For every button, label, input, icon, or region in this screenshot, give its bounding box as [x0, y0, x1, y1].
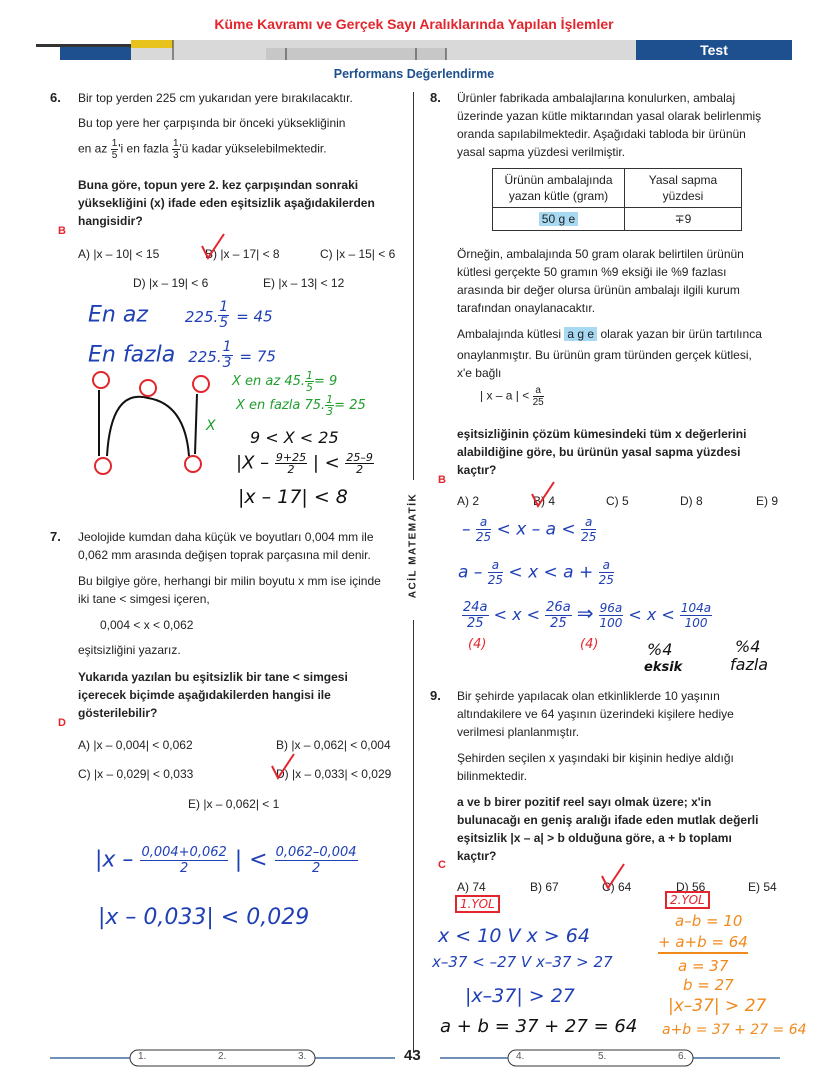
q6-hand-line1: En az 225. $\frac{1}{5}$ = 45: [88, 299, 273, 331]
page-title: Küme Kavramı ve Gerçek Sayı Aralıklarında Yapılan İşlemler: [214, 16, 614, 32]
footer-right-4: 4.: [516, 1051, 525, 1062]
q9-hand-o4: b = 27: [683, 976, 734, 994]
q9-option-e[interactable]: E) 54: [748, 880, 777, 894]
q6-bold3: hangisidir?: [78, 214, 143, 228]
q9-hand-h3: |x–37| > 27: [465, 985, 575, 1007]
q7-line3: Bu bilgiye göre, herhangi bir milin boyutu x mm ise içinde: [78, 574, 381, 588]
q7-option-d[interactable]: D) |x – 0,033| < 0,029: [276, 767, 392, 781]
q8-hand-mark2: (4): [580, 637, 599, 652]
q9-answer-key: C: [438, 859, 446, 871]
q8-hand-fazla: fazla: [730, 655, 769, 674]
q9-hand-yol1: 1.YOL: [455, 895, 500, 913]
footer-left-1: 1.: [138, 1051, 147, 1062]
footer-left-3: 3.: [298, 1051, 307, 1062]
q9-line2: altındakilere ve 64 yaşının üzerindeki kişilere hediye: [457, 707, 734, 721]
q9-option-c[interactable]: C) 64: [602, 880, 632, 894]
table-header-mass: Ürünün ambalajında yazan kütle (gram): [493, 169, 625, 208]
q8-p5: Ambalajında kütlesi a g e olarak yazan bir ürün tartılınca: [457, 327, 762, 341]
q6-text-en-az: en az: [78, 141, 108, 156]
q9-hand-yol2: 2.YOL: [665, 891, 710, 909]
q7-option-c[interactable]: C) |x – 0,029| < 0,033: [78, 767, 194, 781]
q6-line1: Bir top yerden 225 cm yukarıdan yere bırakılacaktır.: [78, 91, 353, 105]
q8-hand-percent1: %4: [647, 640, 673, 659]
q7-option-b[interactable]: B) |x – 0,062| < 0,004: [276, 738, 391, 752]
q7-line4: iki tane < simgesi içeren,: [78, 592, 210, 606]
q6-text-yukselebilir: 'ü kadar yükselebilmektedir.: [179, 141, 327, 156]
footer-right-6: 6.: [678, 1051, 687, 1062]
q6-hand-b3: |x – 17| < 8: [238, 486, 348, 508]
q8-bold1: eşitsizliğinin çözüm kümesindeki tüm x değerlerini: [457, 427, 747, 441]
table-row: [493, 208, 742, 231]
q6-number: 6.: [50, 90, 61, 105]
q8-number: 8.: [430, 90, 441, 105]
q8-hand-line2: a – $\frac{a}{25}$ < x < a + $\frac{a}{25}$: [458, 558, 614, 587]
q6-bounce-diagram: [85, 368, 215, 480]
q6-option-d[interactable]: D) |x – 19| < 6: [133, 276, 209, 290]
q9-hand-o1: a–b = 10: [675, 912, 743, 930]
q7-hand-line1: |x – $\frac{0,004+0,062}{2}$ | < $\frac{0,062-0,004}{2}$: [95, 845, 357, 876]
q8-line1: Ürünler fabrikada ambalajlarına konulurken, ambalaj: [457, 91, 736, 105]
q7-line1: Jeolojide kumdan daha küçük ve boyutları 0,004 mm ile: [78, 530, 374, 544]
q8-line3: oranda sapılabilmektedir. Aşağıdaki tabloda bir ürünün: [457, 127, 746, 141]
q8-p1: Örneğin, ambalajında 50 gram olarak belirtilen ürünün: [457, 247, 744, 261]
q9-hand-o2: + a+b = 64: [658, 933, 748, 954]
q6-bold2: yüksekliğini (x) ifade eden eşitsizlik aşağıdakilerden: [78, 196, 375, 210]
q9-bold4: kaçtır?: [457, 849, 497, 863]
q7-bold3: gösterilebilir?: [78, 706, 158, 720]
q9-line1: Bir şehirde yapılacak olan etkinliklerde 10 yaşının: [457, 689, 720, 703]
q8-line2: üzerinde yazan kütle miktarından yasal olarak belirlenmiş: [457, 109, 762, 123]
q6-checkmark: [198, 232, 228, 262]
q6-bold1: Buna göre, topun yere 2. kez çarpışından sonraki: [78, 178, 359, 192]
q6-option-a[interactable]: A) |x – 10| < 15: [78, 247, 160, 261]
q9-option-b[interactable]: B) 67: [530, 880, 559, 894]
q8-p2: kütlesi gerçekte 50 gramın %9 eksiği ile %9 fazlası: [457, 265, 727, 279]
table-cell-mass: 50 g e: [493, 208, 625, 231]
q8-p7: x'e bağlı: [457, 366, 502, 380]
q6-option-b[interactable]: B) |x – 17| < 8: [205, 247, 280, 261]
q7-inequality: 0,004 < x < 0,062: [100, 618, 194, 632]
q7-number: 7.: [50, 529, 61, 544]
q9-line4: Şehirden seçilen x yaşındaki bir kişinin hediye aldığı: [457, 751, 734, 765]
q9-bold3: eşitsizlik |x – a| > b olduğuna göre, a + b toplamı: [457, 831, 732, 845]
q6-option-e[interactable]: E) |x – 13| < 12: [263, 276, 345, 290]
q7-line5: eşitsizliğini yazarız.: [78, 643, 181, 657]
q7-answer-key: D: [58, 717, 66, 729]
q9-hand-o6: a+b = 37 + 27 = 64: [662, 1022, 807, 1038]
q9-checkmark: [598, 862, 628, 892]
q8-p6: onaylanmıştır. Bu ürünün gram türünden gerçek kütlesi,: [457, 348, 752, 362]
q9-hand-h1: x < 10 V x > 64: [438, 925, 590, 947]
q8-highlight-age: a g e: [564, 327, 597, 341]
table-cell-deviation: ∓9: [625, 208, 742, 231]
q8-answer-key: B: [438, 474, 446, 486]
q8-p3: arasında bir değer olursa ürünün ambalajı ilgili kurum: [457, 283, 740, 297]
footer-left-2: 2.: [218, 1051, 227, 1062]
q8-checkmark: [528, 480, 558, 510]
q9-bold2: bulunacağı en geniş aralığı ifade eden mutlak değerli: [457, 813, 759, 827]
q6-text-en-fazla: 'i en fazla: [118, 141, 169, 156]
q6-hand-line2: En fazla 225. $\frac{1}{3}$ = 75: [88, 339, 276, 371]
q7-option-e[interactable]: E) |x – 0,062| < 1: [188, 797, 280, 811]
q9-hand-o5: |x–37| > 27: [668, 996, 767, 1016]
section-title: Performans Değerlendirme: [333, 67, 495, 81]
table-header-deviation: Yasal sapma yüzdesi: [625, 169, 742, 208]
q6-hand-b2: |X – $\frac{9+25}{2}$ | < $\frac{25-9}{2}$: [236, 451, 373, 476]
page-number: 43: [404, 1047, 421, 1064]
q6-hand-b1: 9 < X < 25: [250, 428, 339, 447]
q6-frac-1-3: $\frac{1}{3}$: [172, 138, 179, 161]
table-row: [493, 169, 742, 208]
q6-option-c[interactable]: C) |x – 15| < 6: [320, 247, 396, 261]
q6-answer-key: B: [58, 225, 66, 237]
q8-option-b[interactable]: B) 4: [533, 494, 556, 508]
q9-line5: bilinmektedir.: [457, 769, 528, 783]
footer-right-5: 5.: [598, 1051, 607, 1062]
q8-option-a[interactable]: A) 2: [457, 494, 480, 508]
q6-line3: [78, 138, 327, 161]
q8-tolerance-table: [492, 168, 742, 231]
q6-hand-green-x: X: [206, 418, 216, 434]
q9-hand-o3: a = 37: [678, 957, 729, 975]
q6-line2: Bu top yere her çarpışında bir önceki yüksekliğinin: [78, 116, 346, 130]
q6-frac-1-5: $\frac{1}{5}$: [111, 138, 118, 161]
q8-option-d[interactable]: D) 8: [680, 494, 703, 508]
q9-bold1: a ve b birer pozitif reel sayı olmak üzere; x'in: [457, 795, 712, 809]
q7-line2: 0,062 mm arasında değişen toprak parçasına mil denir.: [78, 548, 371, 562]
q7-option-a[interactable]: A) |x – 0,004| < 0,062: [78, 738, 193, 752]
q9-number: 9.: [430, 688, 441, 703]
q8-p4: tarafından onaylanacaktır.: [457, 301, 596, 315]
q8-hand-percent2: %4: [735, 637, 761, 656]
q7-hand-line2: |x – 0,033| < 0,029: [98, 905, 310, 930]
q8-line4: yasal sapma yüzdesi verilmiştir.: [457, 145, 626, 159]
q6-hand-green1: X en az 45. $\frac{1}{5}$ = 9: [232, 369, 338, 394]
q9-option-d[interactable]: D) 56: [676, 880, 706, 894]
side-brand: ACİL MATEMATİK: [407, 492, 419, 599]
test-label: Test: [700, 42, 728, 58]
q8-bold2: alabildiğine göre, bu ürünün yasal sapma yüzdesi: [457, 445, 741, 459]
q7-checkmark: [268, 752, 298, 782]
q8-hand-eksik: eksik: [644, 660, 683, 675]
q7-bold2: içerecek biçimde aşağıdakilerden hangisi ile: [78, 688, 331, 702]
q8-bold3: kaçtır?: [457, 463, 497, 477]
q9-line3: verilmesi planlanmıştır.: [457, 725, 580, 739]
q8-hand-line1: – $\frac{a}{25}$ < x – a < $\frac{a}{25}$: [462, 515, 597, 544]
q9-hand-h4: a + b = 37 + 27 = 64: [440, 1016, 638, 1037]
q7-bold1: Yukarıda yazılan bu eşitsizlik bir tane < simgesi: [78, 670, 348, 684]
q8-inequality: | x – a | < $\frac{a}{25}$: [480, 385, 544, 408]
q9-option-a[interactable]: A) 74: [457, 880, 486, 894]
q8-option-c[interactable]: C) 5: [606, 494, 629, 508]
q9-hand-h2: x–37 < –27 V x–37 > 27: [432, 953, 613, 971]
q8-hand-line3: $\frac{24a}{25}$ < x < $\frac{26a}{25}$ ⇒ $\frac{96a}{100}$ < x < $\frac{104a}{100}$: [463, 600, 712, 631]
q6-hand-green2: X en fazla 75. $\frac{1}{3}$ = 25: [236, 393, 366, 418]
q8-hand-mark1: (4): [468, 637, 487, 652]
q8-option-e[interactable]: E) 9: [756, 494, 779, 508]
